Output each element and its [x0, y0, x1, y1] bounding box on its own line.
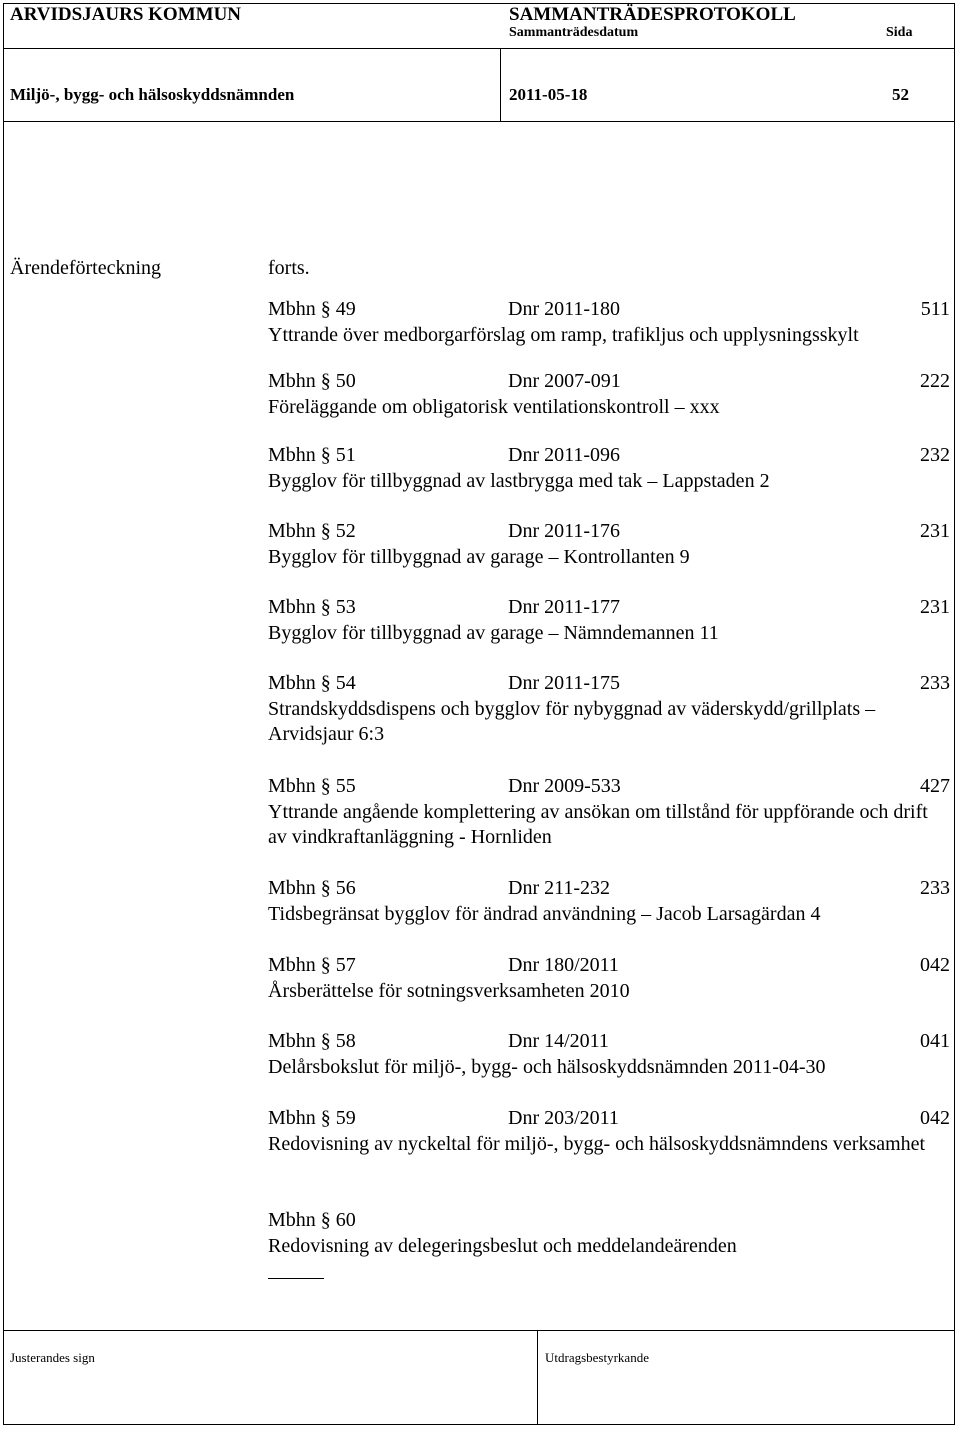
paragraph-number: Mbhn § 53: [268, 596, 356, 618]
paragraph-number: Mbhn § 54: [268, 672, 356, 694]
archive-code: 233: [920, 877, 950, 899]
page-label: Sida: [886, 25, 913, 40]
case-description: Årsberättelse för sotningsverksamheten 2010: [268, 979, 630, 1002]
archive-code: 427: [920, 775, 950, 797]
date-label: Sammanträdesdatum: [509, 25, 639, 40]
case-description: Bygglov för tillbyggnad av lastbrygga med tak – Lappstaden 2: [268, 469, 770, 492]
list-item: [268, 1029, 954, 1080]
case-number: Dnr 203/2011: [508, 1107, 619, 1129]
case-number: Dnr 2011-096: [508, 444, 621, 466]
list-item: [268, 595, 954, 646]
case-description: Tidsbegränsat bygglov för ändrad användning – Jacob Larsagärdan 4: [268, 902, 821, 925]
meeting-date: 2011-05-18: [509, 85, 588, 104]
list-item: [268, 369, 954, 420]
list-item: [268, 876, 954, 927]
footer-divider: [3, 1330, 955, 1331]
case-description: Strandskyddsdispens och bygglov för nybyggnad av väderskydd/grillplats – Arvidsjaur 6:3: [268, 697, 876, 745]
case-number: Dnr 2011-180: [508, 298, 621, 320]
case-number: Dnr 2007-091: [508, 370, 621, 392]
case-description: Yttrande över medborgarförslag om ramp, trafikljus och upplysningsskylt: [268, 323, 859, 346]
paragraph-number: Mbhn § 57: [268, 954, 356, 976]
archive-code: 042: [920, 954, 950, 976]
archive-code: 041: [920, 1030, 950, 1052]
archive-code: 232: [920, 444, 950, 466]
case-description: Föreläggande om obligatorisk ventilationskontroll – xxx: [268, 395, 720, 418]
header-divider-top: [3, 48, 955, 49]
paragraph-number: Mbhn § 55: [268, 775, 356, 797]
case-description: Redovisning av delegeringsbeslut och meddelandeärenden: [268, 1234, 737, 1257]
header-divider-vertical: [500, 48, 501, 121]
list-item: [268, 297, 954, 348]
list-item: [268, 774, 954, 851]
case-number: Dnr 14/2011: [508, 1030, 609, 1052]
document-type: SAMMANTRÄDESPROTOKOLL: [509, 4, 796, 25]
case-number: Dnr 2009-533: [508, 775, 621, 797]
list-item: [268, 671, 954, 748]
certification-label: Utdragsbestyrkande: [545, 1350, 649, 1365]
section-title: Ärendeförteckning: [10, 257, 162, 279]
case-number: Dnr 180/2011: [508, 954, 619, 976]
case-number: Dnr 2011-175: [508, 672, 621, 694]
case-number: Dnr 2011-176: [508, 520, 621, 542]
list-item: [268, 953, 954, 1004]
paragraph-number: Mbhn § 49: [268, 298, 356, 320]
case-description: Bygglov för tillbyggnad av garage – Nämndemannen 11: [268, 621, 719, 644]
list-item: [268, 443, 954, 494]
list-item: [268, 519, 954, 570]
archive-code: 511: [920, 298, 950, 320]
archive-code: 233: [920, 672, 950, 694]
case-description: Redovisning av nyckeltal för miljö-, bygg- och hälsoskyddsnämndens verksamhet: [268, 1132, 926, 1155]
page-number: 52: [892, 85, 909, 104]
section-continued: forts.: [268, 257, 310, 279]
list-item: [268, 1106, 954, 1157]
paragraph-number: Mbhn § 56: [268, 877, 356, 899]
archive-code: 231: [920, 520, 950, 542]
case-description: Delårsbokslut för miljö-, bygg- och hälsoskyddsnämnden 2011-04-30: [268, 1055, 826, 1078]
archive-code: 222: [920, 370, 950, 392]
case-number: Dnr 2011-177: [508, 596, 621, 618]
archive-code: 042: [920, 1107, 950, 1129]
paragraph-number: Mbhn § 59: [268, 1107, 356, 1129]
paragraph-number: Mbhn § 52: [268, 520, 356, 542]
archive-code: 231: [920, 596, 950, 618]
case-number: Dnr 211-232: [508, 877, 611, 899]
paragraph-number: Mbhn § 51: [268, 444, 356, 466]
list-item: [268, 1208, 954, 1259]
end-rule: [268, 1278, 324, 1279]
footer-divider-vertical: [537, 1330, 538, 1425]
header-divider-bottom: [3, 121, 955, 122]
org-name: ARVIDSJAURS KOMMUN: [10, 4, 242, 25]
paragraph-number: Mbhn § 60: [268, 1209, 356, 1231]
signature-label: Justerandes sign: [10, 1350, 95, 1365]
committee-name: Miljö-, bygg- och hälsoskyddsnämnden: [10, 85, 295, 104]
case-description: Yttrande angående komplettering av ansökan om tillstånd för uppförande och drift av vindkraftanläggning - Hornliden: [268, 800, 928, 848]
case-description: Bygglov för tillbyggnad av garage – Kontrollanten 9: [268, 545, 690, 568]
paragraph-number: Mbhn § 58: [268, 1030, 356, 1052]
paragraph-number: Mbhn § 50: [268, 370, 356, 392]
